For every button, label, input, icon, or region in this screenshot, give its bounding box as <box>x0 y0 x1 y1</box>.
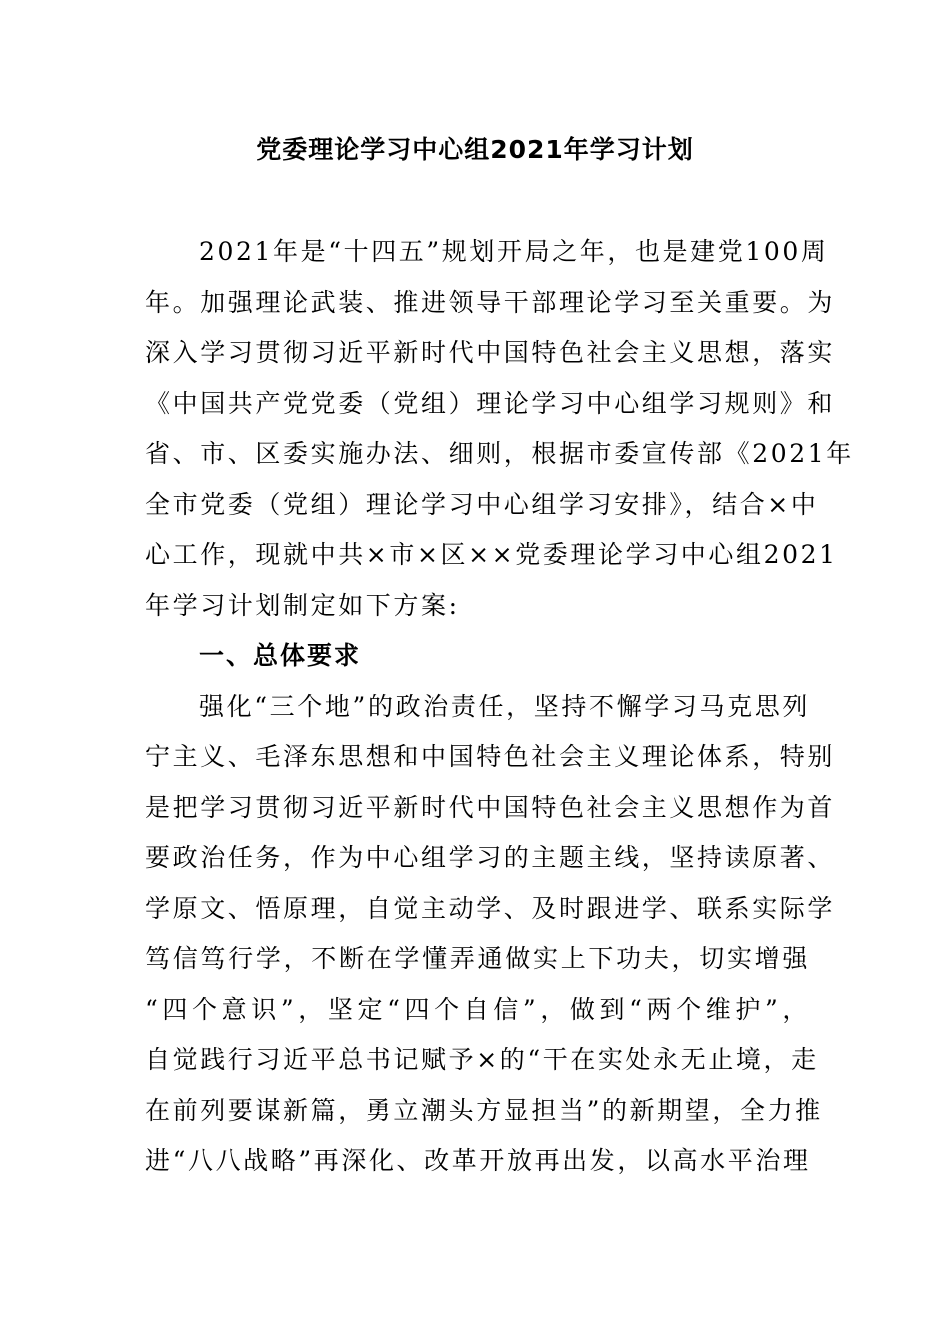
paragraph-line: 强化“三个地”的政治责任，坚持不懈学习马克思列 <box>199 691 810 721</box>
paragraph-line: 在前列要谋新篇，勇立潮头方显担当”的新期望，全力推 <box>145 1095 823 1125</box>
paragraph-line: 年。加强理论武装、推进领导干部理论学习至关重要。为 <box>145 287 836 317</box>
paragraph-line: 学原文、悟原理，自觉主动学、及时跟进学、联系实际学 <box>145 893 836 923</box>
paragraph-line: 年学习计划制定如下方案: <box>145 590 460 620</box>
paragraph-line: 2021年是“十四五”规划开局之年，也是建党100周 <box>199 237 829 266</box>
paragraph-line: 是把学习贯彻习近平新时代中国特色社会主义思想作为首 <box>145 792 836 822</box>
paragraph-line: 深入学习贯彻习近平新时代中国特色社会主义思想，落实 <box>145 338 836 367</box>
paragraph-line: 心工作，现就中共×市×区××党委理论学习中心组2021 <box>145 540 838 569</box>
document-title: 党委理论学习中心组2021年学习计划 <box>256 135 694 164</box>
document-body <box>145 227 854 1187</box>
paragraph-line: 自觉践行习近平总书记赋予×的“干在实处永无止境，走 <box>145 1045 819 1074</box>
paragraph-line: “四个意识”，坚定“四个自信”，做到“两个维护”， <box>145 994 810 1024</box>
paragraph-line: 进“八八战略”再深化、改革开放再出发，以高水平治理 <box>145 1146 811 1175</box>
paragraph-line: 全市党委（党组）理论学习中心组学习安排》，结合×中 <box>145 489 819 519</box>
paragraph-line: 笃信笃行学，不断在学懂弄通做实上下功夫，切实增强 <box>145 944 810 973</box>
paragraph-line: 省、市、区委实施办法、细则，根据市委宣传部《2021年 <box>145 439 854 468</box>
paragraph-line: 宁主义、毛泽东思想和中国特色社会主义理论体系，特别 <box>145 742 836 771</box>
paragraph-line: 《中国共产党党委（党组）理论学习中心组学习规则》和 <box>145 388 836 418</box>
paragraph-line: 要政治任务，作为中心组学习的主题主线，坚持读原著、 <box>145 843 836 872</box>
section-heading: 一、总体要求 <box>199 641 362 670</box>
